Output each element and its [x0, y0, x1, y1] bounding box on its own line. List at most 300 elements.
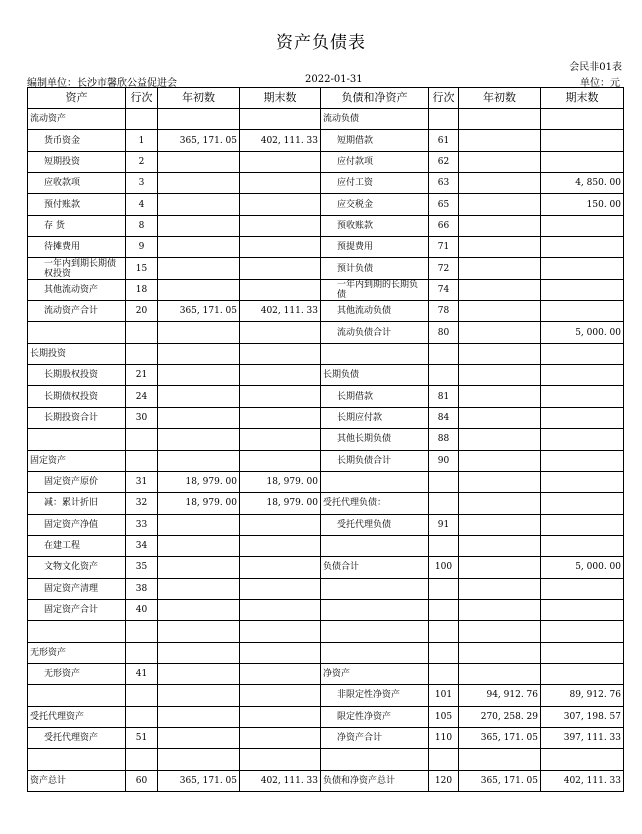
liability-begin-cell — [459, 279, 541, 300]
asset-begin-cell — [158, 450, 240, 471]
table-header-row — [28, 88, 624, 109]
asset-name-cell: 固定资产原价 — [28, 471, 126, 492]
asset-line-cell: 1 — [126, 130, 158, 151]
asset-line-cell: 4 — [126, 194, 158, 215]
liability-begin-cell — [459, 215, 541, 236]
header-asset-end: 期末数 — [240, 88, 321, 109]
liability-end-cell: 4, 850. 00 — [541, 173, 624, 194]
liability-begin-cell — [459, 109, 541, 130]
liability-end-cell — [541, 450, 624, 471]
asset-name-cell: 固定资产清理 — [28, 578, 126, 599]
table-row — [28, 514, 624, 535]
liability-begin-cell — [459, 429, 541, 450]
asset-line-cell — [126, 450, 158, 471]
liability-name-cell: 其他流动负债 — [321, 301, 429, 322]
asset-line-cell: 3 — [126, 173, 158, 194]
liability-line-cell: 101 — [429, 685, 459, 706]
liability-begin-cell — [459, 493, 541, 514]
asset-begin-cell — [158, 685, 240, 706]
table-row — [28, 727, 624, 748]
asset-line-cell: 31 — [126, 471, 158, 492]
asset-line-cell — [126, 109, 158, 130]
liability-end-cell — [541, 493, 624, 514]
liability-line-cell: 71 — [429, 237, 459, 258]
liability-end-cell — [541, 279, 624, 300]
asset-name-cell — [28, 429, 126, 450]
asset-name-cell: 固定资产合计 — [28, 599, 126, 620]
liability-end-cell: 307, 198. 57 — [541, 706, 624, 727]
asset-end-cell — [240, 578, 321, 599]
liability-begin-cell — [459, 173, 541, 194]
liability-line-cell — [429, 642, 459, 663]
liability-line-cell — [429, 535, 459, 556]
liability-line-cell — [429, 578, 459, 599]
liability-begin-cell — [459, 450, 541, 471]
asset-begin-cell — [158, 599, 240, 620]
asset-line-cell: 32 — [126, 493, 158, 514]
table-row — [28, 663, 624, 684]
asset-line-cell: 35 — [126, 557, 158, 578]
asset-name-cell: 在建工程 — [28, 535, 126, 556]
asset-line-cell — [126, 749, 158, 770]
asset-end-cell: 402, 111. 33 — [240, 301, 321, 322]
header-liability-line: 行次 — [429, 88, 459, 109]
liability-end-cell — [541, 109, 624, 130]
currency-unit: 单位：元 — [580, 78, 620, 89]
asset-begin-cell — [158, 194, 240, 215]
liability-end-cell — [541, 471, 624, 492]
liability-begin-cell: 270, 258. 29 — [459, 706, 541, 727]
liability-begin-cell — [459, 301, 541, 322]
table-row — [28, 450, 624, 471]
table-row — [28, 365, 624, 386]
asset-begin-cell — [158, 109, 240, 130]
liability-name-cell: 预计负债 — [321, 258, 429, 279]
liability-end-cell — [541, 237, 624, 258]
liability-line-cell — [429, 663, 459, 684]
asset-line-cell: 51 — [126, 727, 158, 748]
liability-end-cell — [541, 365, 624, 386]
liability-line-cell: 74 — [429, 279, 459, 300]
table-row — [28, 770, 624, 791]
asset-line-cell — [126, 322, 158, 343]
asset-begin-cell — [158, 429, 240, 450]
asset-line-cell — [126, 621, 158, 642]
asset-begin-cell — [158, 173, 240, 194]
asset-end-cell: 18, 979. 00 — [240, 493, 321, 514]
table-row — [28, 471, 624, 492]
table-row — [28, 407, 624, 428]
liability-line-cell — [429, 621, 459, 642]
form-number: 会民非01表 — [569, 62, 622, 73]
asset-begin-cell — [158, 215, 240, 236]
asset-end-cell — [240, 322, 321, 343]
asset-name-cell: 受托代理资产 — [28, 706, 126, 727]
table-row — [28, 535, 624, 556]
liability-end-cell — [541, 407, 624, 428]
liability-line-cell: 100 — [429, 557, 459, 578]
table-row — [28, 109, 624, 130]
asset-name-cell: 长期股权投资 — [28, 365, 126, 386]
asset-name-cell — [28, 749, 126, 770]
liability-begin-cell — [459, 365, 541, 386]
table-row — [28, 301, 624, 322]
asset-end-cell: 402, 111. 33 — [240, 770, 321, 791]
liability-begin-cell — [459, 557, 541, 578]
table-row — [28, 130, 624, 151]
liability-name-cell — [321, 343, 429, 364]
asset-end-cell — [240, 237, 321, 258]
liability-line-cell — [429, 599, 459, 620]
liability-line-cell: 72 — [429, 258, 459, 279]
liability-name-cell: 非限定性净资产 — [321, 685, 429, 706]
liability-line-cell: 84 — [429, 407, 459, 428]
table-row — [28, 279, 624, 300]
asset-line-cell — [126, 642, 158, 663]
liability-end-cell — [541, 301, 624, 322]
table-row — [28, 322, 624, 343]
asset-line-cell: 21 — [126, 365, 158, 386]
liability-name-cell: 长期借款 — [321, 386, 429, 407]
asset-end-cell — [240, 386, 321, 407]
asset-begin-cell: 365, 171. 05 — [158, 130, 240, 151]
asset-begin-cell: 365, 171. 05 — [158, 770, 240, 791]
liability-line-cell: 120 — [429, 770, 459, 791]
asset-end-cell — [240, 685, 321, 706]
asset-begin-cell: 18, 979. 00 — [158, 471, 240, 492]
liability-line-cell: 61 — [429, 130, 459, 151]
asset-end-cell — [240, 663, 321, 684]
liability-line-cell: 105 — [429, 706, 459, 727]
liability-name-cell: 应付款项 — [321, 151, 429, 172]
liability-name-cell: 短期借款 — [321, 130, 429, 151]
asset-name-cell: 一年内到期长期债权投资 — [28, 258, 126, 279]
liability-end-cell — [541, 514, 624, 535]
asset-line-cell — [126, 343, 158, 364]
report-title: 资产负债表 — [276, 33, 366, 53]
asset-name-cell — [28, 322, 126, 343]
asset-begin-cell — [158, 151, 240, 172]
liability-name-cell: 负债和净资产总计 — [321, 770, 429, 791]
asset-begin-cell — [158, 514, 240, 535]
liability-end-cell — [541, 429, 624, 450]
asset-end-cell — [240, 407, 321, 428]
asset-name-cell: 资产总计 — [28, 770, 126, 791]
report-date: 2022-01-31 — [305, 74, 363, 85]
asset-begin-cell — [158, 642, 240, 663]
liability-end-cell — [541, 130, 624, 151]
balance-sheet-table — [27, 87, 624, 792]
liability-line-cell: 88 — [429, 429, 459, 450]
asset-begin-cell — [158, 535, 240, 556]
asset-line-cell: 18 — [126, 279, 158, 300]
header-liability-end: 期末数 — [541, 88, 624, 109]
header-liability: 负债和净资产 — [321, 88, 429, 109]
table-row — [28, 706, 624, 727]
liability-end-cell: 5, 000. 00 — [541, 557, 624, 578]
liability-begin-cell — [459, 343, 541, 364]
liability-name-cell — [321, 749, 429, 770]
asset-line-cell — [126, 429, 158, 450]
liability-name-cell: 预提费用 — [321, 237, 429, 258]
liability-end-cell — [541, 343, 624, 364]
liability-line-cell: 63 — [429, 173, 459, 194]
liability-end-cell — [541, 749, 624, 770]
liability-name-cell: 负债合计 — [321, 557, 429, 578]
table-row — [28, 237, 624, 258]
asset-end-cell — [240, 279, 321, 300]
asset-line-cell: 20 — [126, 301, 158, 322]
liability-end-cell — [541, 386, 624, 407]
asset-begin-cell — [158, 749, 240, 770]
asset-name-cell: 应收款项 — [28, 173, 126, 194]
liability-line-cell — [429, 109, 459, 130]
asset-begin-cell — [158, 557, 240, 578]
asset-begin-cell — [158, 706, 240, 727]
asset-name-cell: 无形资产 — [28, 663, 126, 684]
table-row — [28, 258, 624, 279]
liability-line-cell — [429, 365, 459, 386]
asset-end-cell — [240, 749, 321, 770]
asset-name-cell: 短期投资 — [28, 151, 126, 172]
asset-line-cell: 24 — [126, 386, 158, 407]
asset-begin-cell — [158, 727, 240, 748]
asset-end-cell — [240, 450, 321, 471]
liability-name-cell: 长期负债合计 — [321, 450, 429, 471]
liability-end-cell: 5, 000. 00 — [541, 322, 624, 343]
asset-line-cell: 9 — [126, 237, 158, 258]
asset-name-cell: 文物文化资产 — [28, 557, 126, 578]
asset-begin-cell — [158, 279, 240, 300]
liability-line-cell: 91 — [429, 514, 459, 535]
table-row — [28, 151, 624, 172]
liability-line-cell: 80 — [429, 322, 459, 343]
liability-name-cell — [321, 599, 429, 620]
asset-name-cell: 货币资金 — [28, 130, 126, 151]
asset-name-cell: 长期债权投资 — [28, 386, 126, 407]
liability-end-cell — [541, 215, 624, 236]
liability-name-cell — [321, 578, 429, 599]
liability-begin-cell — [459, 514, 541, 535]
asset-end-cell: 18, 979. 00 — [240, 471, 321, 492]
liability-name-cell: 限定性净资产 — [321, 706, 429, 727]
asset-name-cell: 预付账款 — [28, 194, 126, 215]
asset-line-cell — [126, 706, 158, 727]
liability-name-cell: 预收账款 — [321, 215, 429, 236]
liability-end-cell — [541, 151, 624, 172]
liability-begin-cell — [459, 237, 541, 258]
asset-line-cell: 8 — [126, 215, 158, 236]
liability-name-cell: 受托代理负债： — [321, 493, 429, 514]
asset-end-cell — [240, 215, 321, 236]
liability-begin-cell — [459, 599, 541, 620]
liability-name-cell — [321, 471, 429, 492]
asset-line-cell: 34 — [126, 535, 158, 556]
asset-end-cell — [240, 642, 321, 663]
table-row — [28, 578, 624, 599]
liability-begin-cell: 365, 171. 05 — [459, 727, 541, 748]
liability-line-cell: 81 — [429, 386, 459, 407]
table-row — [28, 194, 624, 215]
liability-line-cell: 110 — [429, 727, 459, 748]
asset-begin-cell — [158, 237, 240, 258]
report-meta-line — [27, 74, 622, 87]
header-asset-line: 行次 — [126, 88, 158, 109]
asset-name-cell: 其他流动资产 — [28, 279, 126, 300]
asset-name-cell: 长期投资合计 — [28, 407, 126, 428]
liability-name-cell: 受托代理负债 — [321, 514, 429, 535]
liability-begin-cell — [459, 578, 541, 599]
liability-begin-cell: 365, 171. 05 — [459, 770, 541, 791]
liability-end-cell: 402, 111. 33 — [541, 770, 624, 791]
asset-end-cell — [240, 557, 321, 578]
asset-line-cell: 15 — [126, 258, 158, 279]
asset-begin-cell — [158, 343, 240, 364]
liability-line-cell: 90 — [429, 450, 459, 471]
asset-name-cell: 减：累计折旧 — [28, 493, 126, 514]
asset-name-cell — [28, 621, 126, 642]
asset-begin-cell — [158, 386, 240, 407]
asset-begin-cell — [158, 407, 240, 428]
liability-name-cell: 流动负债合计 — [321, 322, 429, 343]
liability-begin-cell — [459, 258, 541, 279]
asset-end-cell — [240, 258, 321, 279]
liability-end-cell — [541, 578, 624, 599]
asset-begin-cell — [158, 258, 240, 279]
asset-line-cell: 2 — [126, 151, 158, 172]
liability-line-cell — [429, 343, 459, 364]
asset-begin-cell — [158, 365, 240, 386]
liability-end-cell — [541, 258, 624, 279]
table-row — [28, 749, 624, 770]
liability-begin-cell — [459, 535, 541, 556]
table-row — [28, 343, 624, 364]
table-row — [28, 557, 624, 578]
liability-name-cell: 长期负债 — [321, 365, 429, 386]
asset-name-cell: 固定资产净值 — [28, 514, 126, 535]
asset-line-cell: 33 — [126, 514, 158, 535]
asset-name-cell: 固定资产 — [28, 450, 126, 471]
header-asset: 资产 — [28, 88, 126, 109]
table-row — [28, 429, 624, 450]
asset-name-cell: 流动资产 — [28, 109, 126, 130]
liability-begin-cell — [459, 407, 541, 428]
liability-name-cell — [321, 535, 429, 556]
table-row — [28, 685, 624, 706]
asset-begin-cell — [158, 578, 240, 599]
liability-begin-cell — [459, 151, 541, 172]
liability-name-cell: 长期应付款 — [321, 407, 429, 428]
liability-name-cell: 应交税金 — [321, 194, 429, 215]
liability-name-cell: 其他长期负债 — [321, 429, 429, 450]
table-row — [28, 599, 624, 620]
liability-line-cell — [429, 493, 459, 514]
header-asset-begin: 年初数 — [158, 88, 240, 109]
liability-end-cell: 150. 00 — [541, 194, 624, 215]
liability-line-cell: 78 — [429, 301, 459, 322]
liability-end-cell: 397, 111. 33 — [541, 727, 624, 748]
asset-end-cell: 402, 111. 33 — [240, 130, 321, 151]
liability-begin-cell — [459, 194, 541, 215]
liability-name-cell — [321, 642, 429, 663]
asset-name-cell: 存 货 — [28, 215, 126, 236]
table-row — [28, 642, 624, 663]
table-row — [28, 386, 624, 407]
asset-name-cell — [28, 685, 126, 706]
asset-end-cell — [240, 621, 321, 642]
liability-line-cell: 62 — [429, 151, 459, 172]
asset-name-cell: 无形资产 — [28, 642, 126, 663]
asset-end-cell — [240, 535, 321, 556]
asset-end-cell — [240, 514, 321, 535]
asset-begin-cell — [158, 621, 240, 642]
liability-line-cell — [429, 471, 459, 492]
asset-end-cell — [240, 727, 321, 748]
liability-begin-cell — [459, 471, 541, 492]
liability-name-cell: 一年内到期的长期负债 — [321, 279, 429, 300]
liability-begin-cell — [459, 386, 541, 407]
liability-end-cell — [541, 535, 624, 556]
asset-end-cell — [240, 343, 321, 364]
liability-begin-cell — [459, 322, 541, 343]
liability-begin-cell — [459, 130, 541, 151]
liability-name-cell: 流动负债 — [321, 109, 429, 130]
organization-name: 编制单位：长沙市馨欣公益促进会 — [27, 78, 177, 89]
asset-end-cell — [240, 429, 321, 450]
asset-end-cell — [240, 599, 321, 620]
liability-end-cell — [541, 642, 624, 663]
asset-end-cell — [240, 173, 321, 194]
liability-end-cell — [541, 663, 624, 684]
asset-end-cell — [240, 706, 321, 727]
liability-begin-cell — [459, 663, 541, 684]
asset-line-cell: 30 — [126, 407, 158, 428]
liability-begin-cell — [459, 621, 541, 642]
asset-line-cell: 38 — [126, 578, 158, 599]
asset-line-cell: 60 — [126, 770, 158, 791]
asset-end-cell — [240, 151, 321, 172]
liability-begin-cell — [459, 749, 541, 770]
header-liability-begin: 年初数 — [459, 88, 541, 109]
asset-line-cell: 40 — [126, 599, 158, 620]
asset-begin-cell: 18, 979. 00 — [158, 493, 240, 514]
asset-end-cell — [240, 109, 321, 130]
liability-name-cell: 净资产合计 — [321, 727, 429, 748]
liability-line-cell — [429, 749, 459, 770]
asset-line-cell: 41 — [126, 663, 158, 684]
asset-end-cell — [240, 365, 321, 386]
asset-name-cell: 受托代理资产 — [28, 727, 126, 748]
liability-begin-cell — [459, 642, 541, 663]
asset-line-cell — [126, 685, 158, 706]
asset-end-cell — [240, 194, 321, 215]
liability-end-cell — [541, 621, 624, 642]
liability-line-cell: 65 — [429, 194, 459, 215]
asset-name-cell: 待摊费用 — [28, 237, 126, 258]
liability-line-cell: 66 — [429, 215, 459, 236]
asset-begin-cell — [158, 322, 240, 343]
liability-end-cell — [541, 599, 624, 620]
table-row — [28, 493, 624, 514]
asset-name-cell: 长期投资 — [28, 343, 126, 364]
table-row — [28, 173, 624, 194]
liability-name-cell — [321, 621, 429, 642]
liability-name-cell: 净资产 — [321, 663, 429, 684]
table-row — [28, 215, 624, 236]
asset-name-cell: 流动资产合计 — [28, 301, 126, 322]
asset-begin-cell — [158, 663, 240, 684]
liability-begin-cell: 94, 912. 76 — [459, 685, 541, 706]
